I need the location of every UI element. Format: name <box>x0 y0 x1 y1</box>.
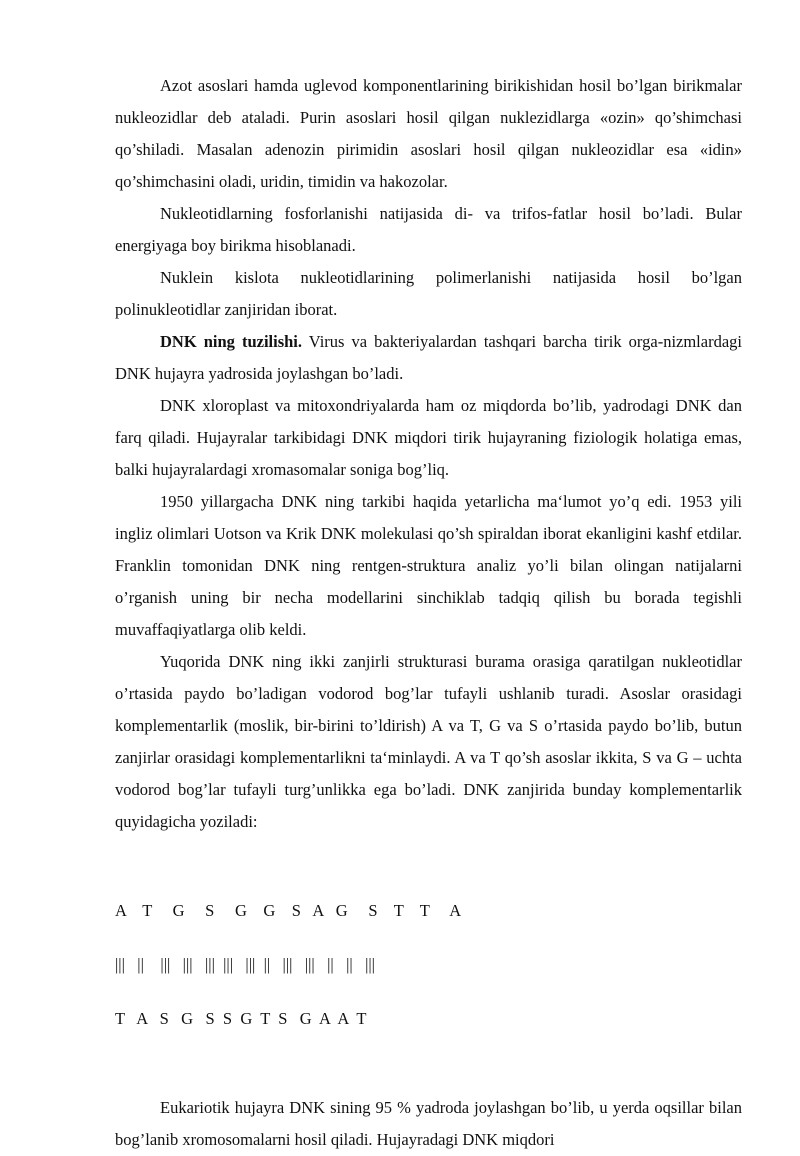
paragraph-eukaryotic <box>115 1092 742 1156</box>
dna-sequence-diagram <box>115 866 742 1064</box>
section-heading: DNK ning tuzilishi. <box>160 332 303 351</box>
paragraph-polymerization <box>115 262 742 326</box>
paragraph-text: Nuklein kislota nukleotidlarining polimerlanishi natijasida hosil bo’lgan polinukleotidlar zanjiridan iborat. <box>115 268 742 319</box>
paragraph-dna-structure <box>115 326 742 390</box>
paragraph-chloroplast <box>115 390 742 486</box>
paragraph-text: 1950 yillargacha DNK ning tarkibi haqida yetarlicha ma‘lumot yo’q edi. 1953 yili ingliz olimlari Uotson va Krik DNK molekulasi qo’sh spiraldan iborat ekanligini kashf etdilar. Franklin tomonidan DNK ning rentgen-struktura analiz yo’li bilan olingan natijalarni o’rganish uning bir necha modellarini sinchiklab tadqiq qilish bu borada tegishli muvaffaqiyatlarga olib keldi. <box>115 492 742 639</box>
sequence-hydrogen-bonds: ||| || ||| ||| ||| ||| ||| || ||| ||| || || ||| <box>115 955 375 974</box>
paragraph-phosphorylation <box>115 198 742 262</box>
paragraph-nucleosides <box>115 70 742 198</box>
paragraph-text: Eukariotik hujayra DNK sining 95 % yadroda joylashgan bo’lib, u yerda oqsillar bilan bog’lanib xromosomalarni hosil qiladi. Hujayradagi DNK miqdori <box>115 1098 742 1149</box>
paragraph-text: Virus va bakteriyalardan tashqari barcha tirik orga-nizmlardagi DNK hujayra yadrosida joylashgan bo’ladi. <box>115 332 742 383</box>
paragraph-history <box>115 486 742 646</box>
paragraph-text: Yuqorida DNK ning ikki zanjirli strukturasi burama orasiga qaratilgan nukleotidlar o’rtasida paydo bo’ladigan vodorod bog’lar tufayli ushlanib turadi. Asoslar orasidagi komplementarlik (moslik, bir-birini to’ldirish) A va T, G va S o’rtasida paydo bo’lib, butun zanjirlar orasidagi komplementarlikni ta‘minlaydi. A va T qo’sh asoslar ikkita, S va G – uchta vodorod bog’lar tufayli turg’unlikka ega bo’ladi. DNK zanjirida bunday komplementarlik quyidagicha yoziladi: <box>115 652 742 831</box>
paragraph-text: DNK xloroplast va mitoxondriyalarda ham oz miqdorda bo’lib, yadrodagi DNK dan farq qiladi. Hujayralar tarkibidagi DNK miqdori tirik hujayraning fiziologik holatiga emas, balki hujayralardagi xromasomalar soniga bog’liq. <box>115 396 742 479</box>
sequence-bottom-strand: T A S G S S G T S G A A T <box>115 1009 367 1028</box>
document-page <box>115 70 742 1156</box>
sequence-top-strand: A T G S G G S A G S T T A <box>115 901 462 920</box>
paragraph-text: Nukleotidlarning fosforlanishi natijasida di- va trifos-fatlar hosil bo’ladi. Bular energiyaga boy birikma hisoblanadi. <box>115 204 742 255</box>
paragraph-complementarity <box>115 646 742 838</box>
paragraph-text: Azot asoslari hamda uglevod komponentlarining birikishidan hosil bo’lgan birikmalar nukleozidlar deb ataladi. Purin asoslari hosil qilgan nuklezidlarga «ozin» qo’shimchasi qo’shiladi. Masalan adenozin pirimidin asoslari hosil qilgan nukleozidlar esa «idin» qo’shimchasini oladi, uridin, timidin va hakozolar. <box>115 76 742 191</box>
